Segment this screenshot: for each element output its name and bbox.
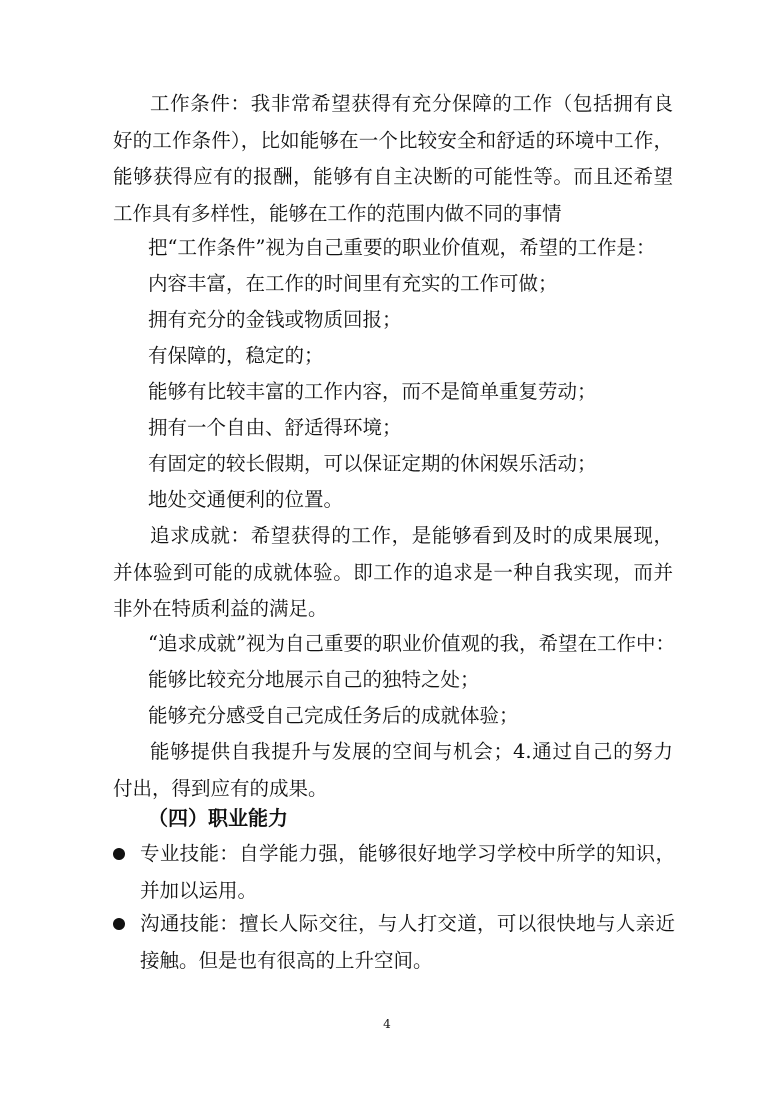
paragraph-work-conditions-intro: 把“工作条件”视为自己重要的职业价值观，希望的工作是： [148, 236, 656, 259]
list-item: 有保障的，稳定的； [148, 344, 324, 367]
list-item: 拥有充分的金钱或物质回报； [148, 308, 402, 331]
paragraph-work-conditions: 工作条件：我非常希望获得有充分保障的工作（包括拥有良好的工作条件），比如能够在一个比较安全和舒适的环境中工作，能够获得应有的报酬，能够有自主决断的可能性等。而且还希望工作具有多样性，能够在工作的范围内做不同的事情 [113, 92, 673, 225]
paragraph-achievement: 追求成就：希望获得的工作，是能够看到及时的成果展现，并体验到可能的成就体验。即工作的追求是一种自我实现，而并非外在特质利益的满足。 [113, 524, 673, 620]
list-item: 地处交通便利的位置。 [148, 488, 344, 511]
paragraph-achievement-last: 能够提供自我提升与发展的空间与机会；4.通过自己的努力付出，得到应有的成果。 [113, 740, 673, 800]
bullet-text: 专业技能：自学能力强，能够很好地学习学校中所学的知识，并加以运用。 [140, 842, 675, 902]
section-heading: （四）职业能力 [148, 806, 288, 830]
page-number: 4 [383, 1017, 391, 1031]
list-item: 能够有比较丰富的工作内容，而不是简单重复劳动； [148, 380, 597, 403]
bullet-text: 沟通技能：擅长人际交往，与人打交道，可以很快地与人亲近接触。但是也有很高的上升空间。 [140, 912, 675, 972]
list-item: 内容丰富，在工作的时间里有充实的工作可做； [148, 272, 558, 295]
bullet-icon [113, 848, 125, 860]
bullet-icon [113, 918, 125, 930]
list-item: 有固定的较长假期，可以保证定期的休闲娱乐活动； [148, 452, 597, 475]
list-item: 能够比较充分地展示自己的独特之处； [148, 668, 480, 691]
paragraph-achievement-intro: “追求成就”视为自己重要的职业价值观的我，希望在工作中： [148, 632, 675, 655]
list-item: 能够充分感受自己完成任务后的成就体验； [148, 704, 519, 727]
list-item: 拥有一个自由、舒适得环境； [148, 416, 402, 439]
